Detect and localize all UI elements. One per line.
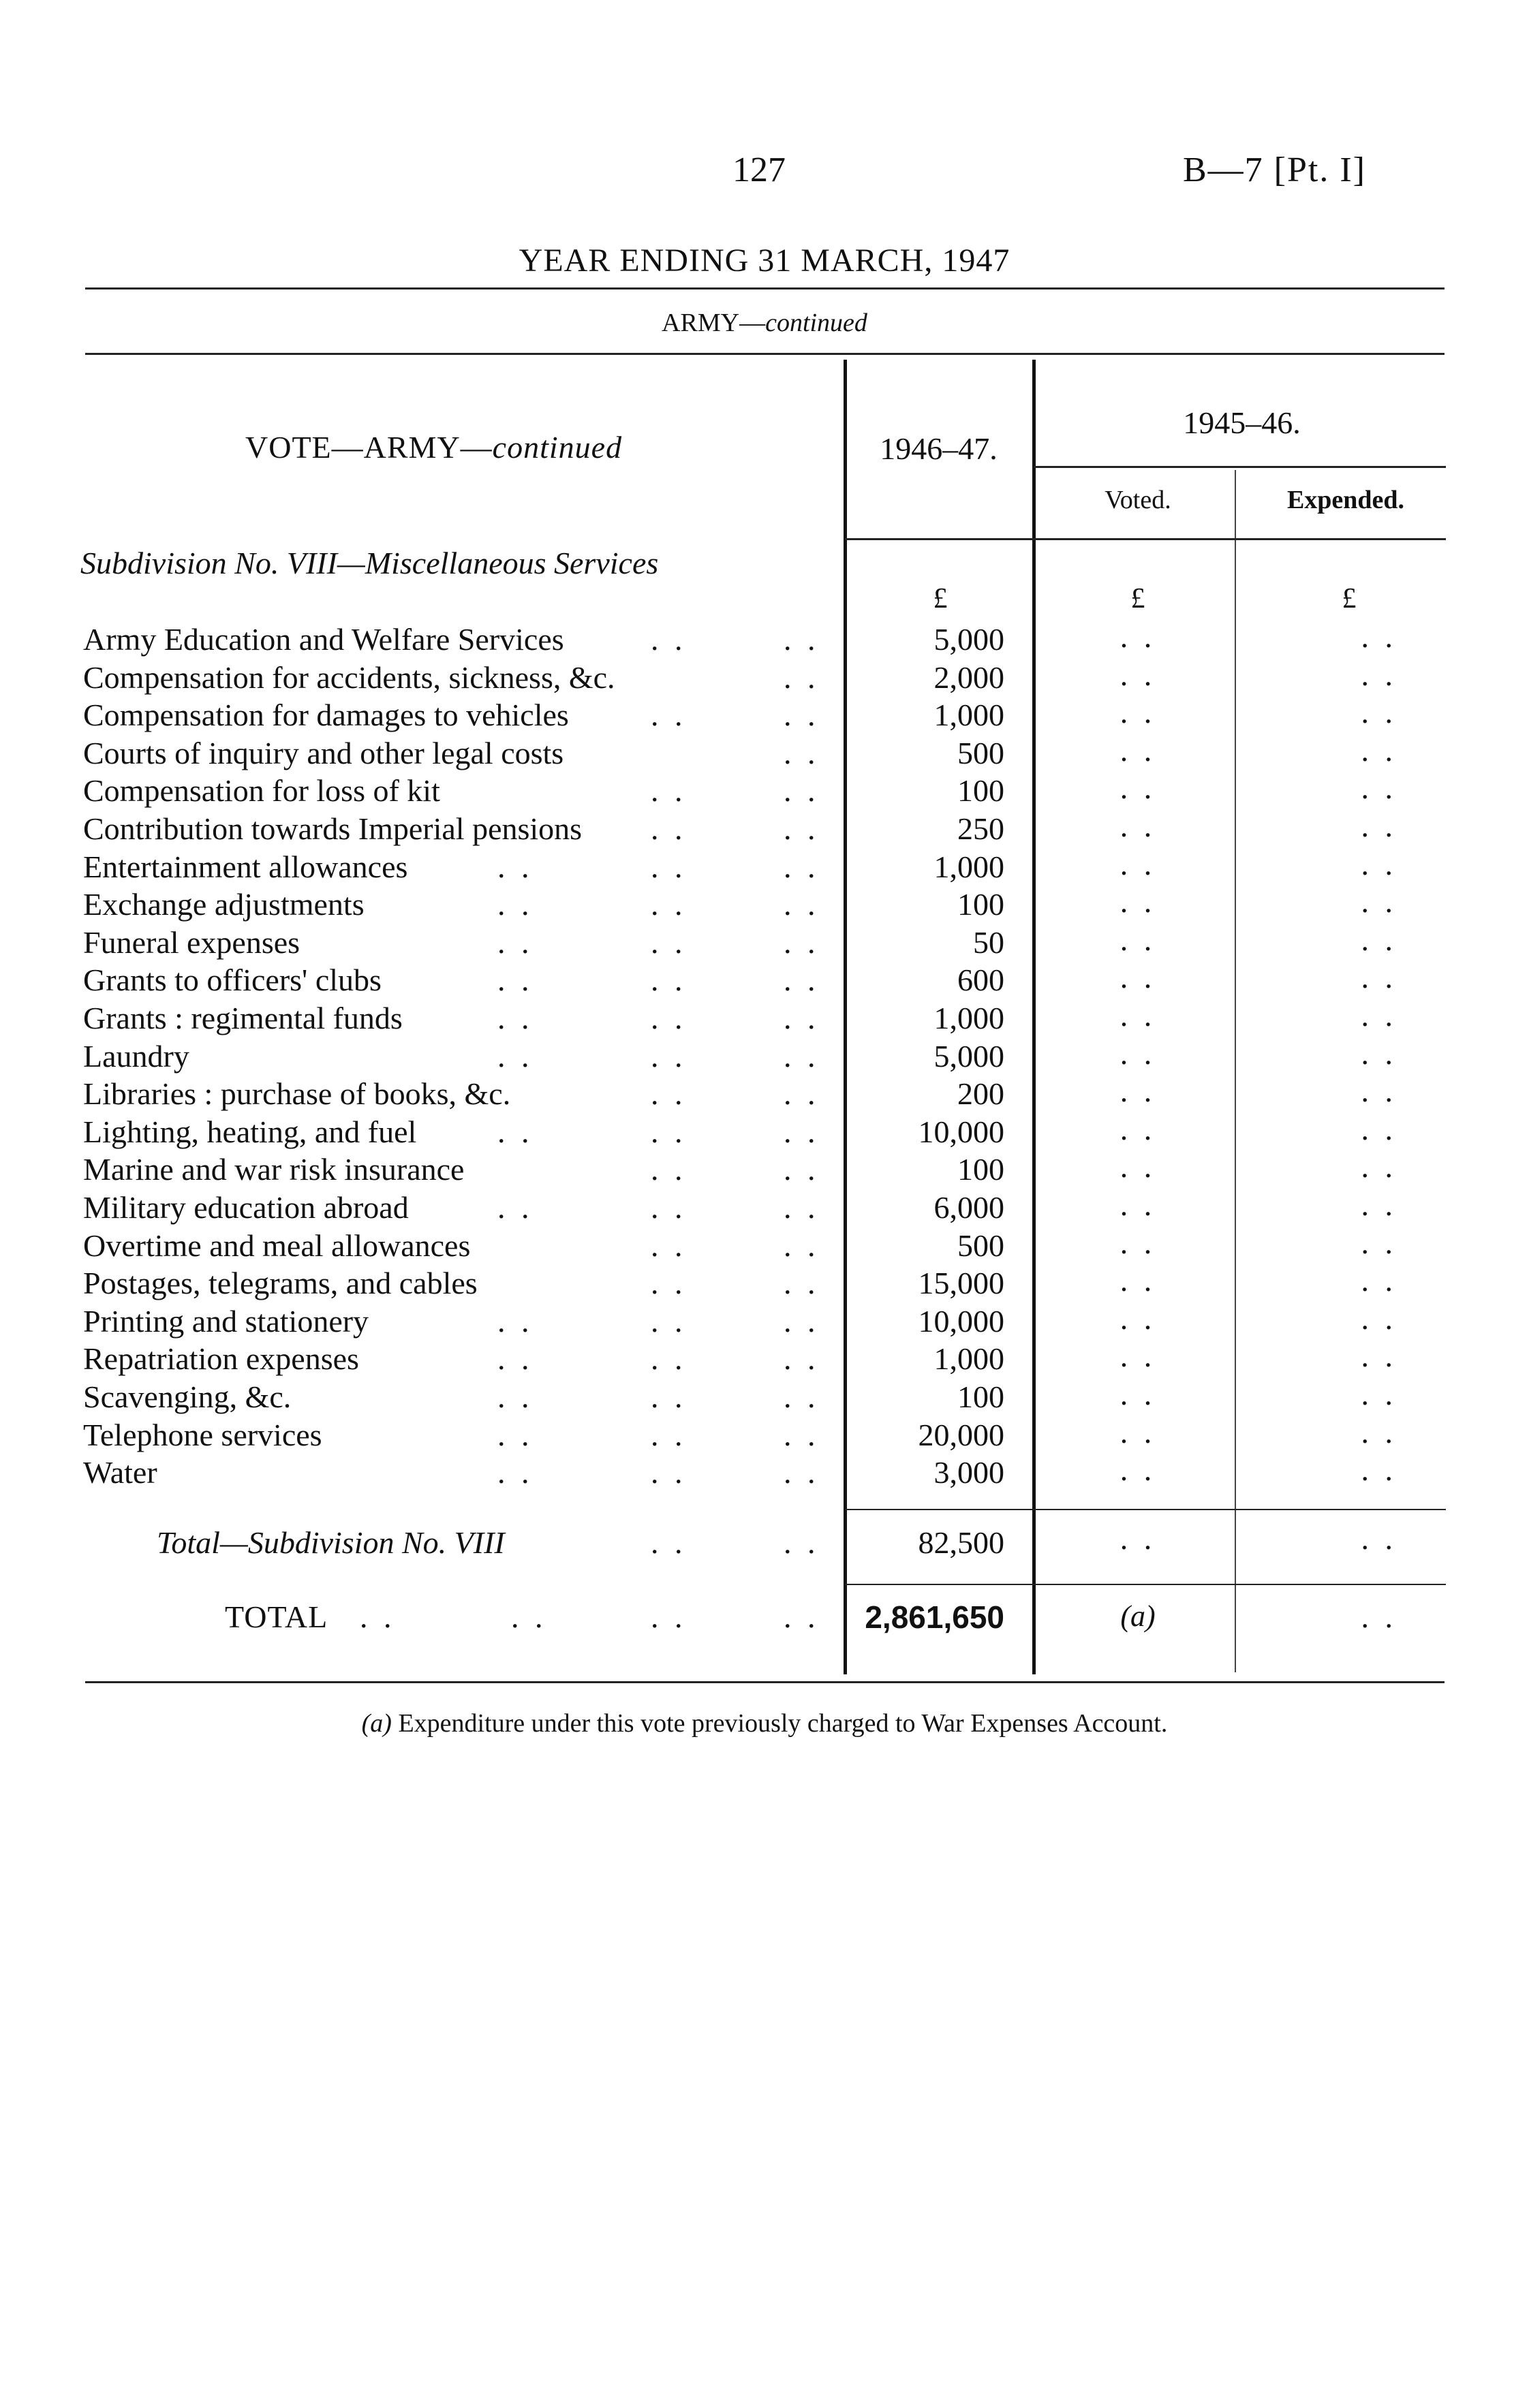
header-bottom-rule — [845, 538, 1446, 540]
row-label: Water — [83, 1455, 157, 1490]
table-row — [0, 1076, 1529, 1114]
currency-symbol-1946: £ — [933, 583, 948, 614]
leader-dots: . . — [784, 1152, 820, 1187]
table-row — [0, 1414, 1529, 1455]
row-voted-empty: . . — [1119, 809, 1156, 843]
table-row — [0, 772, 1529, 811]
leader-dots: . . — [784, 1076, 820, 1112]
row-voted-empty: . . — [1119, 1187, 1156, 1222]
row-expended-empty: . . — [1361, 884, 1397, 920]
row-label: Overtime and meal allowances — [83, 1228, 471, 1263]
row-label: Scavenging, &c. — [83, 1379, 292, 1414]
row-label: Contribution towards Imperial pensions — [83, 811, 583, 846]
row-voted-empty: . . — [1119, 1263, 1156, 1298]
total-subdivision-label: Total—Subdivision No. VIII — [157, 1525, 505, 1560]
total-rule — [845, 1584, 1446, 1585]
currency-symbol-expended: £ — [1342, 583, 1357, 614]
leader-dots: . . — [497, 887, 534, 922]
footnote-text: Expenditure under this vote previously charged to War Expenses Account. — [398, 1709, 1168, 1738]
row-voted-empty: . . — [1119, 1074, 1156, 1109]
row-amount-1946-47: 10,000 — [918, 1303, 1004, 1339]
row-label: Army Education and Welfare Services — [83, 622, 564, 657]
row-amount-1946-47: 5,000 — [933, 1038, 1004, 1074]
leader-dots: . . — [651, 1114, 687, 1149]
table-row — [0, 1189, 1529, 1228]
row-label: Grants to officers' clubs — [83, 963, 382, 998]
subdivision-heading: Subdivision No. VIII—Miscellaneous Services — [80, 546, 659, 580]
row-voted-empty: . . — [1119, 657, 1156, 692]
table-top-rule — [85, 353, 1445, 355]
row-voted-empty: . . — [1119, 1377, 1156, 1411]
row-label: Exchange adjustments — [83, 887, 365, 922]
row-label: Funeral expenses — [83, 924, 300, 960]
leader-dots: . . — [784, 1001, 820, 1035]
leader-dots: . . — [651, 1001, 687, 1035]
row-label: Marine and war risk insurance — [83, 1152, 465, 1187]
row-voted-empty: . . — [1119, 695, 1156, 730]
table-row — [0, 659, 1529, 698]
leader-dots: . . — [784, 1038, 820, 1074]
leader-dots: . . — [651, 1303, 687, 1339]
row-voted-empty: . . — [1119, 1225, 1156, 1260]
row-label: Compensation for loss of kit — [83, 773, 440, 809]
row-expended-empty: . . — [1361, 922, 1397, 957]
leader-dots: . . — [497, 1303, 534, 1339]
table-row — [0, 1454, 1529, 1492]
row-label: Courts of inquiry and other legal costs — [83, 735, 564, 770]
table-bottom-rule — [85, 1681, 1445, 1683]
leader-dots: . . — [651, 1190, 687, 1225]
section-main: ARMY— — [662, 309, 766, 337]
total-subdivision-leader — [651, 1524, 687, 1561]
leader-dots: . . — [784, 773, 820, 809]
leader-dots: . . — [651, 622, 687, 657]
row-label: Libraries : purchase of books, &c. — [83, 1076, 511, 1112]
table-row — [0, 1225, 1529, 1266]
row-label: Telephone services — [83, 1417, 322, 1452]
column-header-expended: Expended. — [1286, 486, 1405, 514]
leader-dots: . . — [784, 924, 820, 960]
leader-dots: . . — [651, 1525, 687, 1560]
row-expended-empty: . . — [1361, 998, 1397, 1033]
row-label: Repatriation expenses — [83, 1341, 359, 1377]
leader-dots: . . — [784, 1266, 820, 1301]
total-leader-2 — [511, 1599, 547, 1635]
leader-dots: . . — [497, 1001, 534, 1035]
vote-heading — [245, 429, 622, 465]
footnote-marker: (a) — [361, 1709, 392, 1738]
row-expended-empty: . . — [1361, 960, 1397, 995]
column-header-1946-47: 1946–47. — [880, 431, 998, 466]
leader-dots: . . — [651, 698, 687, 733]
leader-dots: . . — [651, 1152, 687, 1187]
row-voted-empty: . . — [1119, 1452, 1156, 1488]
leader-dots: . . — [651, 773, 687, 809]
header-split-rule — [1034, 466, 1446, 468]
leader-dots: . . — [784, 1599, 820, 1634]
row-voted-empty: . . — [1119, 1111, 1156, 1146]
page-number: 127 — [732, 151, 786, 189]
leader-dots: . . — [784, 1379, 820, 1414]
total-leader-1 — [360, 1599, 396, 1635]
row-expended-empty: . . — [1361, 1111, 1397, 1146]
row-label: Compensation for accidents, sickness, &c. — [83, 659, 615, 695]
leader-dots: . . — [784, 849, 820, 884]
expended-dots: . . — [1361, 1521, 1397, 1556]
footnote — [0, 1708, 1529, 1738]
section-italic: continued — [765, 309, 867, 337]
leader-dots: . . — [784, 622, 820, 657]
total-amount: 2,861,650 — [865, 1599, 1004, 1635]
row-amount-1946-47: 1,000 — [933, 849, 1004, 884]
leader-dots: . . — [651, 1455, 687, 1490]
row-amount-1946-47: 2,000 — [933, 659, 1004, 695]
row-amount-1946-47: 1,000 — [933, 698, 1004, 733]
row-amount-1946-47: 500 — [957, 1228, 1004, 1263]
leader-dots: . . — [497, 1190, 534, 1225]
leader-dots: . . — [784, 1303, 820, 1339]
row-amount-1946-47: 500 — [957, 735, 1004, 770]
leader-dots: . . — [784, 698, 820, 733]
row-expended-empty: . . — [1361, 846, 1397, 881]
table-row — [0, 697, 1529, 735]
table-row — [0, 1265, 1529, 1303]
leader-dots: . . — [651, 924, 687, 960]
table-row — [0, 1341, 1529, 1379]
page-title: YEAR ENDING 31 MARCH, 1947 — [519, 243, 1010, 279]
leader-dots: . . — [651, 963, 687, 998]
row-label: Compensation for damages to vehicles — [83, 698, 569, 733]
leader-dots: . . — [651, 1379, 687, 1414]
title-rule — [85, 287, 1445, 290]
leader-dots: . . — [497, 1114, 534, 1149]
table-row — [0, 886, 1529, 924]
leader-dots: . . — [651, 1417, 687, 1452]
row-label: Entertainment allowances — [83, 849, 408, 884]
vote-heading-italic: continued — [492, 430, 623, 465]
row-voted-empty: . . — [1119, 1300, 1156, 1336]
row-expended-empty: . . — [1361, 657, 1397, 692]
row-amount-1946-47: 200 — [957, 1076, 1004, 1112]
row-voted-empty: . . — [1119, 922, 1156, 957]
voted-dots: . . — [1119, 1521, 1156, 1556]
row-amount-1946-47: 10,000 — [918, 1114, 1004, 1149]
leader-dots: . . — [651, 811, 687, 846]
table-row — [0, 1111, 1529, 1152]
table-row — [0, 1035, 1529, 1076]
leader-dots: . . — [497, 849, 534, 884]
row-amount-1946-47: 100 — [957, 887, 1004, 922]
leader-dots: . . — [651, 1038, 687, 1074]
row-expended-empty: . . — [1361, 1377, 1397, 1411]
total-subdivision-voted — [1104, 1520, 1172, 1557]
row-expended-empty: . . — [1361, 1452, 1397, 1488]
total-leader-4 — [784, 1599, 820, 1635]
row-voted-empty: . . — [1119, 1414, 1156, 1450]
expended-dots: . . — [1361, 1599, 1397, 1634]
section-subtitle — [0, 308, 1529, 338]
row-expended-empty: . . — [1361, 732, 1397, 768]
row-voted-empty: . . — [1119, 732, 1156, 768]
row-expended-empty: . . — [1361, 619, 1397, 654]
leader-dots: . . — [784, 1228, 820, 1263]
leader-dots: . . — [784, 1417, 820, 1452]
leader-dots: . . — [784, 811, 820, 846]
row-amount-1946-47: 1,000 — [933, 1341, 1004, 1377]
leader-dots: . . — [784, 887, 820, 922]
row-expended-empty: . . — [1361, 695, 1397, 730]
row-amount-1946-47: 100 — [957, 1379, 1004, 1414]
leader-dots: . . — [784, 963, 820, 998]
row-voted-empty: . . — [1119, 998, 1156, 1033]
leader-dots: . . — [497, 924, 534, 960]
row-voted-empty: . . — [1119, 846, 1156, 881]
row-amount-1946-47: 5,000 — [933, 622, 1004, 657]
table-row — [0, 1379, 1529, 1417]
row-expended-empty: . . — [1361, 1414, 1397, 1450]
row-voted-empty: . . — [1119, 1149, 1156, 1185]
table-row — [0, 1300, 1529, 1341]
table-row — [0, 1151, 1529, 1189]
row-voted-empty: . . — [1119, 619, 1156, 654]
leader-dots: . . — [784, 1114, 820, 1149]
table-row — [0, 732, 1529, 773]
leader-dots: . . — [784, 1190, 820, 1225]
row-amount-1946-47: 6,000 — [933, 1190, 1004, 1225]
row-expended-empty: . . — [1361, 1339, 1397, 1374]
row-label: Military education abroad — [83, 1190, 409, 1225]
row-amount-1946-47: 20,000 — [918, 1417, 1004, 1452]
column-header-1945-46: 1945–46. — [1183, 405, 1301, 440]
row-voted-empty: . . — [1119, 960, 1156, 995]
leader-dots: . . — [651, 1599, 687, 1634]
leader-dots: . . — [497, 1038, 534, 1074]
row-expended-empty: . . — [1361, 1263, 1397, 1298]
total-leader-3 — [651, 1599, 687, 1635]
subtotal-rule — [845, 1509, 1446, 1510]
leader-dots: . . — [651, 1266, 687, 1301]
currency-symbol-voted: £ — [1130, 583, 1145, 614]
table-row — [0, 811, 1529, 849]
row-amount-1946-47: 250 — [957, 811, 1004, 846]
row-expended-empty: . . — [1361, 809, 1397, 843]
row-voted-empty: . . — [1119, 770, 1156, 806]
leader-dots: . . — [784, 659, 820, 695]
leader-dots: . . — [360, 1599, 396, 1634]
total-subdivision-expended — [1301, 1520, 1397, 1557]
row-expended-empty: . . — [1361, 770, 1397, 806]
row-label: Lighting, heating, and fuel — [83, 1114, 417, 1149]
row-expended-empty: . . — [1361, 1035, 1397, 1071]
leader-dots: . . — [651, 1076, 687, 1112]
table-row — [0, 621, 1529, 659]
leader-dots: . . — [651, 887, 687, 922]
leader-dots: . . — [784, 1455, 820, 1490]
row-amount-1946-47: 100 — [957, 1152, 1004, 1187]
total-subdivision-leader-2 — [784, 1524, 820, 1561]
row-amount-1946-47: 600 — [957, 963, 1004, 998]
row-voted-empty: . . — [1119, 1339, 1156, 1374]
table-row — [0, 1000, 1529, 1038]
row-label: Laundry — [83, 1038, 189, 1074]
total-label: TOTAL — [225, 1599, 328, 1634]
row-expended-empty: . . — [1361, 1074, 1397, 1109]
row-label: Postages, telegrams, and cables — [83, 1266, 478, 1301]
row-expended-empty: . . — [1361, 1187, 1397, 1222]
total-subdivision-amount: 82,500 — [918, 1525, 1004, 1560]
row-amount-1946-47: 3,000 — [933, 1455, 1004, 1490]
row-amount-1946-47: 15,000 — [918, 1266, 1004, 1301]
row-label: Printing and stationery — [83, 1303, 369, 1339]
total-expended — [1301, 1599, 1397, 1635]
leader-dots: . . — [497, 1341, 534, 1377]
leader-dots: . . — [784, 1341, 820, 1377]
table-row — [0, 962, 1529, 1000]
table-row — [0, 846, 1529, 887]
leader-dots: . . — [651, 849, 687, 884]
column-header-voted: Voted. — [1105, 486, 1171, 514]
row-expended-empty: . . — [1361, 1149, 1397, 1185]
leader-dots: . . — [651, 1228, 687, 1263]
row-voted-empty: . . — [1119, 884, 1156, 920]
leader-dots: . . — [497, 1455, 534, 1490]
vote-heading-main: VOTE—ARMY— — [245, 430, 493, 465]
leader-dots: . . — [497, 1417, 534, 1452]
row-amount-1946-47: 100 — [957, 773, 1004, 809]
leader-dots: . . — [784, 735, 820, 770]
row-voted-empty: . . — [1119, 1035, 1156, 1071]
total-voted-note: (a) — [1120, 1599, 1156, 1633]
leader-dots: . . — [511, 1599, 547, 1634]
leader-dots: . . — [497, 1379, 534, 1414]
row-expended-empty: . . — [1361, 1300, 1397, 1336]
row-expended-empty: . . — [1361, 1225, 1397, 1260]
leader-dots: . . — [651, 1341, 687, 1377]
document-reference: B—7 [Pt. I] — [1183, 151, 1366, 189]
leader-dots: . . — [784, 1525, 820, 1560]
row-label: Grants : regimental funds — [83, 1001, 403, 1035]
row-amount-1946-47: 1,000 — [933, 1001, 1004, 1035]
table-row — [0, 924, 1529, 963]
leader-dots: . . — [497, 963, 534, 998]
row-amount-1946-47: 50 — [973, 924, 1004, 960]
